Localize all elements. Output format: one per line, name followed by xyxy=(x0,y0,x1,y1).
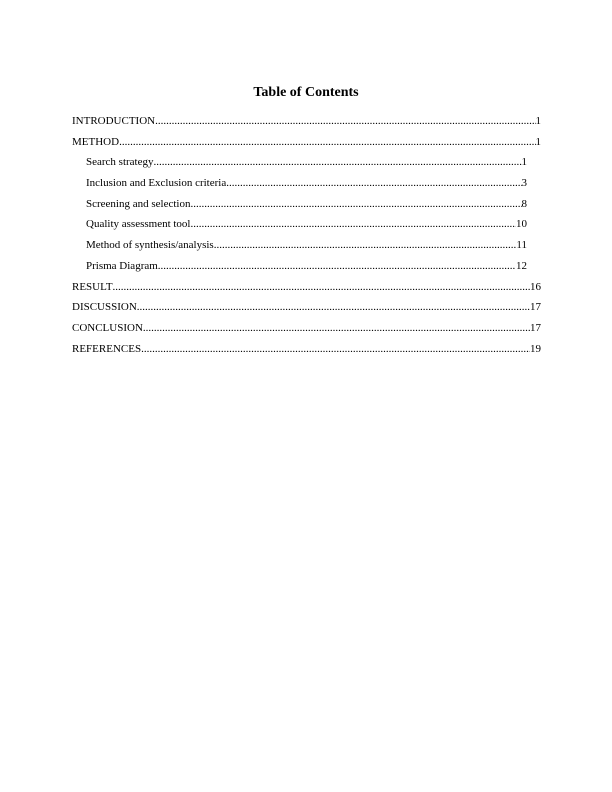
dot-leader xyxy=(113,280,530,294)
toc-entry-page: 1 xyxy=(535,136,541,148)
toc-entry-page: 11 xyxy=(516,239,527,251)
toc-entry-label: METHOD xyxy=(72,136,120,148)
toc-entry-search-strategy[interactable] xyxy=(86,155,527,169)
dot-leader xyxy=(155,114,535,128)
toc-entry-page: 3 xyxy=(521,177,527,189)
toc-entry-page: 1 xyxy=(535,115,541,127)
toc-entry-screening-selection[interactable] xyxy=(86,197,527,211)
toc-entry-references[interactable] xyxy=(72,342,541,356)
dot-leader xyxy=(226,176,521,190)
toc-entry-page: 10 xyxy=(516,218,527,230)
toc-entry-label: Screening and selection xyxy=(86,198,191,210)
toc-entry-label: INTRODUCTION xyxy=(72,115,156,127)
toc-entry-page: 12 xyxy=(516,260,527,272)
toc-entry-page: 17 xyxy=(530,301,541,313)
toc-entry-prisma-diagram[interactable] xyxy=(86,259,527,273)
dot-leader xyxy=(143,321,530,335)
toc-entry-synthesis-analysis[interactable] xyxy=(86,238,527,252)
toc-entry-page: 17 xyxy=(530,322,541,334)
toc-entry-label: CONCLUSION xyxy=(72,322,143,334)
dot-leader xyxy=(119,135,535,149)
toc-entry-introduction[interactable] xyxy=(72,114,541,128)
toc-entry-label: Search strategy xyxy=(86,156,154,168)
toc-entry-label: Method of synthesis/analysis xyxy=(86,239,214,251)
toc-entry-method[interactable] xyxy=(72,135,541,149)
dot-leader xyxy=(191,217,517,231)
toc-entry-quality-assessment[interactable] xyxy=(86,217,527,231)
toc-entry-result[interactable] xyxy=(72,280,541,294)
toc-entry-label: DISCUSSION xyxy=(72,301,137,313)
toc-entry-label: Inclusion and Exclusion criteria xyxy=(86,177,227,189)
toc-entry-inclusion-exclusion[interactable] xyxy=(86,176,527,190)
dot-leader xyxy=(154,155,522,169)
toc-entry-label: RESULT xyxy=(72,281,113,293)
toc-entry-conclusion[interactable] xyxy=(72,321,541,335)
dot-leader xyxy=(190,197,521,211)
dot-leader xyxy=(158,259,516,273)
dot-leader xyxy=(141,342,530,356)
toc-entry-label: Prisma Diagram xyxy=(86,260,158,272)
toc-entry-discussion[interactable] xyxy=(72,300,541,314)
toc-entry-label: Quality assessment tool xyxy=(86,218,191,230)
dot-leader xyxy=(137,300,530,314)
toc-title: Table of Contents xyxy=(253,85,359,100)
toc-entry-page: 1 xyxy=(521,156,527,168)
toc-entry-label: REFERENCES xyxy=(72,343,142,355)
dot-leader xyxy=(214,238,517,252)
toc-entry-page: 8 xyxy=(521,198,527,210)
toc-entry-page: 19 xyxy=(530,343,541,355)
toc-entry-page: 16 xyxy=(530,281,541,293)
